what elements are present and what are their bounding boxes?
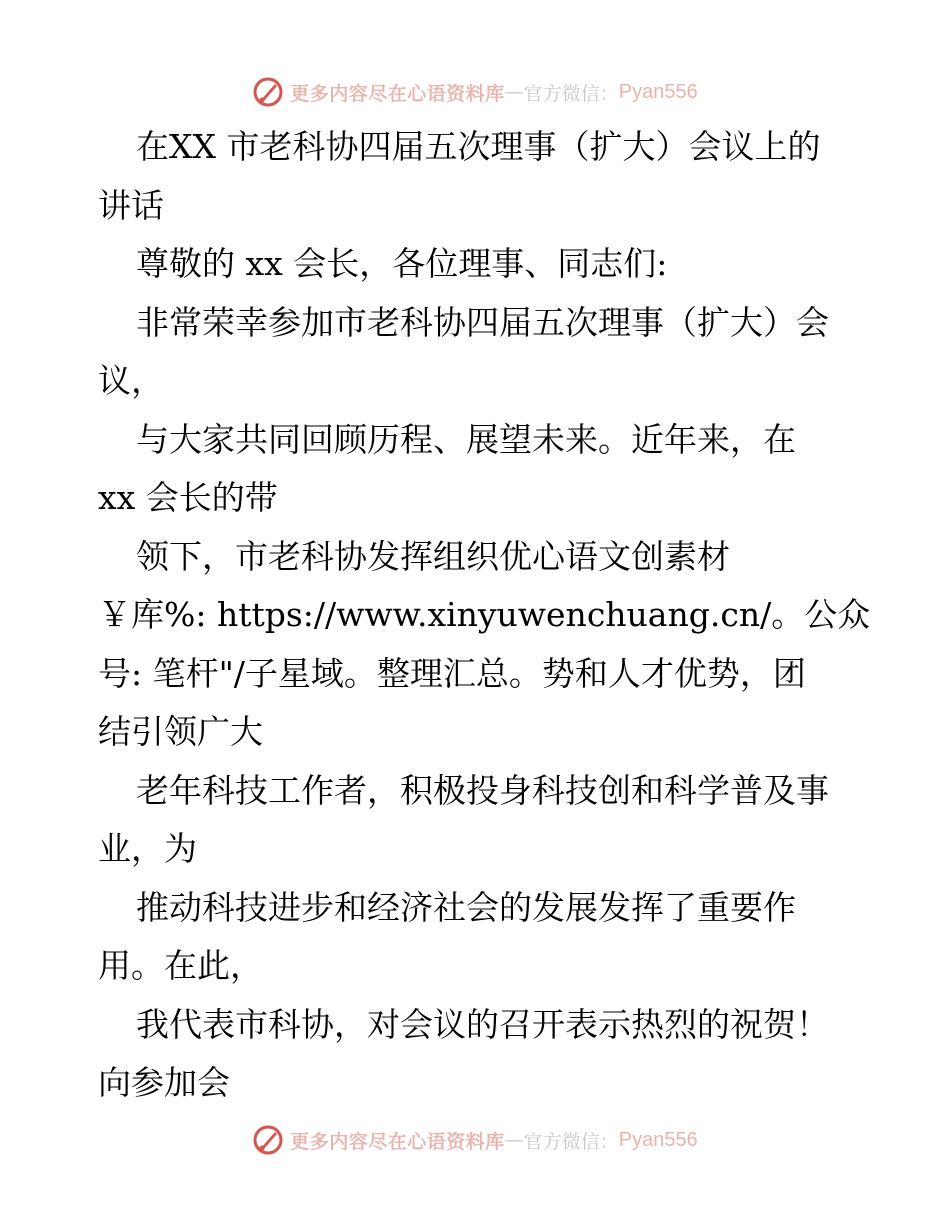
text-line: 议， bbox=[98, 361, 164, 400]
title-line-1: 在XX 市老科协四届五次理事（扩大）会议上的 bbox=[136, 127, 821, 166]
header-dash: — bbox=[504, 81, 524, 103]
text-line: 老年科技工作者，积极投身科技创和科学普及事 bbox=[136, 770, 829, 810]
header-promo-text: 更多内容尽在心语资料库 bbox=[290, 82, 505, 105]
header-wechat-id: Pyan556 bbox=[618, 80, 698, 103]
text-line: xx 会长的带 bbox=[98, 478, 278, 517]
footer-wechat-id: Pyan556 bbox=[618, 1128, 698, 1151]
text-line: 向参加会 bbox=[98, 1063, 230, 1102]
title-line-2: 讲话 bbox=[98, 185, 164, 225]
salutation: 尊敬的 xx 会长，各位理事、同志们: bbox=[136, 244, 668, 283]
footer-dash: — bbox=[504, 1129, 524, 1151]
header-banner bbox=[0, 72, 950, 112]
text-line: 用。在此， bbox=[98, 946, 263, 985]
brush-logo-icon bbox=[252, 76, 284, 108]
text-line: 号: 笔杆"/子星域。整理汇总。势和人才优势，团 bbox=[98, 653, 806, 693]
text-line: 我代表市科协，对会议的召开表示热烈的祝贺！ bbox=[136, 1004, 829, 1044]
document-body bbox=[98, 118, 898, 1113]
footer-promo-text: 更多内容尽在心语资料库 bbox=[290, 1130, 505, 1153]
text-line: ￥库%: https://www.xinyuwenchuang.cn/。公众 bbox=[98, 595, 871, 634]
text-line: 结引领广大 bbox=[98, 712, 263, 751]
footer-wechat-label: 官方微信： bbox=[523, 1130, 619, 1153]
text-line: 领下，市老科协发挥组织优心语文创素材 bbox=[136, 536, 730, 576]
header-wechat-label: 官方微信： bbox=[523, 82, 619, 105]
footer-banner bbox=[0, 1120, 950, 1160]
text-line: 业，为 bbox=[98, 829, 197, 868]
text-line: 与大家共同回顾历程、展望未来。近年来，在 bbox=[136, 419, 796, 459]
text-line: 非常荣幸参加市老科协四届五次理事（扩大）会 bbox=[136, 302, 829, 342]
brush-logo-icon bbox=[252, 1124, 284, 1156]
text-line: 推动科技进步和经济社会的发展发挥了重要作 bbox=[136, 887, 796, 927]
